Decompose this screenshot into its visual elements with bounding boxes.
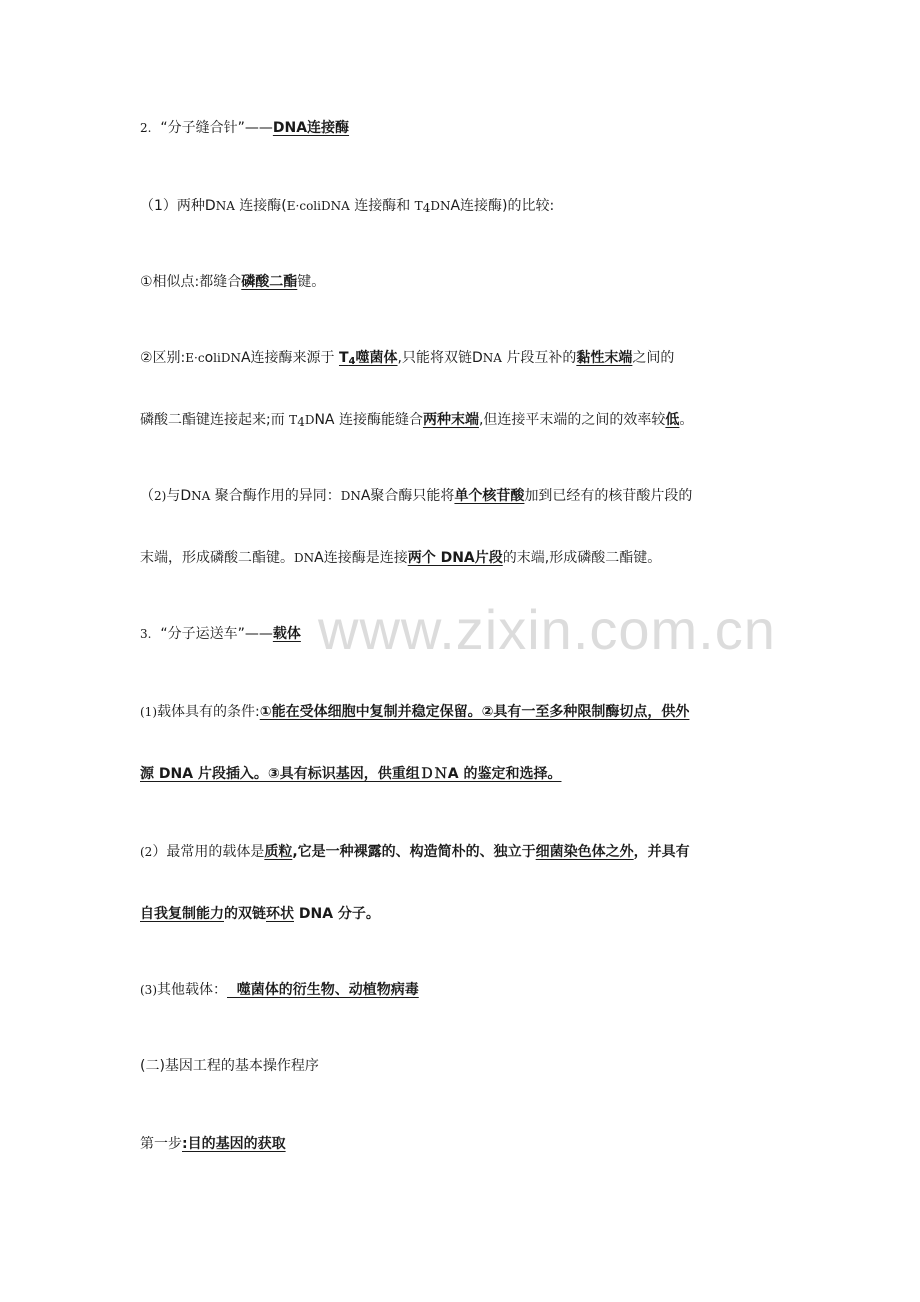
text: 。 [679,412,694,428]
section-2-heading [140,118,349,138]
answer: 黏性末端 [576,350,633,366]
text: 2) [154,489,167,503]
watermark: www.zixin.com.cn [318,598,776,661]
text: ,只能将双链D [397,350,483,366]
paragraph-other-vectors [140,980,419,1000]
text: 末端，形成磷酸二酯键。 [140,550,294,566]
text: 片段互补的 [501,350,577,366]
text: （ [140,488,154,504]
text: ②区别: [140,350,186,366]
text: ）最常用的载体是 [152,844,265,860]
subscript: 4 [297,415,305,429]
text: o [204,350,214,366]
answer: 质粒 [264,844,293,860]
text: (3) [140,983,157,997]
text: (2 [140,845,153,859]
paragraph-difference-1 [140,348,674,368]
paragraph-difference-2 [140,410,693,430]
text: T [289,413,298,427]
text: E·coliDNA [286,199,350,213]
section-title: “分子缝合针”—— [160,120,273,136]
text: NA 连接酶能缝合 [314,412,423,428]
text: D [304,413,315,427]
answer: 两个 DNA片段 [407,550,503,566]
answer: 单个核苷酸 [454,488,525,504]
answer: 源 DNA 片段插入。③具有标识基因，供重组ＤＮA 的鉴定和选择。 [140,766,562,782]
answer: 噬菌体的衍生物、动植物病毒 [227,982,419,998]
answer: 细菌染色体之外 [535,844,634,860]
text: (1) [140,705,157,719]
answer: 低 [665,412,680,428]
paragraph-polymerase-comparison-2 [140,548,661,568]
text: 噬菌体 [355,350,398,366]
text: 载体具有的条件: [157,704,260,720]
text: 与D [166,488,192,504]
section-number: 2. [140,121,152,135]
text: 其他载体： [157,982,227,998]
paragraph-ligase-comparison [140,196,554,216]
text: T [338,350,349,366]
paragraph-plasmid-2 [140,904,380,924]
text: NA [482,351,502,365]
text: 连接酶和 [349,198,415,214]
text: (二)基因工程的基本操作程序 [140,1058,319,1074]
text: DNA 分子。 [294,906,380,922]
answer: :目的基因的获取 [182,1136,286,1152]
section-number: 3. [140,627,152,641]
paragraph-plasmid-1 [140,842,690,862]
text: A聚合酶只能将 [360,488,455,504]
text: ,但连接平末端的之间的效率较 [478,412,666,428]
text: ,它是一种裸露的、构造简朴的、独立于 [292,844,536,860]
text: 第一步 [140,1136,182,1152]
answer: 环状 [266,906,294,922]
text: 加到已经有的核苷酸片段的 [524,488,693,504]
answer [339,350,398,366]
paragraph-similarity [140,272,325,292]
text: 键。 [297,274,326,290]
text: A连接酶来源于 [240,350,339,366]
text: ①相似点:都缝合 [140,274,242,290]
paragraph-step-one [140,1134,286,1154]
paragraph-vector-conditions-2 [140,764,561,784]
text: 连接酶( [234,198,287,214]
paragraph-polymerase-comparison-1 [140,486,692,506]
answer: ①能在受体细胞中复制并稳定保留。②具有一至多种限制酶切点，供外 [259,704,690,720]
subscript: 4 [422,201,431,215]
text: DN [430,199,451,213]
answer: 两种末端 [422,412,479,428]
answer: 磷酸二酯 [241,274,298,290]
text: liDN [213,351,241,365]
text: A连接酶)的比较: [450,198,555,214]
text: T [414,199,423,213]
section-title: “分子运送车”—— [160,626,273,642]
paragraph-procedure-heading [140,1056,319,1076]
text: A连接酶是连接 [314,550,408,566]
text: NA [191,489,211,503]
text: DN [294,551,315,565]
text: E·c [185,351,205,365]
section-answer: DNA连接酶 [272,120,350,136]
text: 的双链 [224,906,266,922]
text: 之间的 [632,350,675,366]
text: 聚合酶作用的异同： [210,488,341,504]
text: 磷酸二酯键连接起来;而 [140,412,290,428]
answer: 自我复制能力 [140,906,224,922]
text: ，并具有 [633,844,690,860]
text: DN [340,489,361,503]
section-3-heading [140,624,301,644]
text: 的末端,形成磷酸二酯键。 [502,550,662,566]
subscript: 4 [348,356,356,367]
text: （1）两种D [140,198,216,214]
paragraph-vector-conditions-1 [140,702,689,722]
text: NA [215,199,235,213]
section-answer: 载体 [272,626,301,642]
